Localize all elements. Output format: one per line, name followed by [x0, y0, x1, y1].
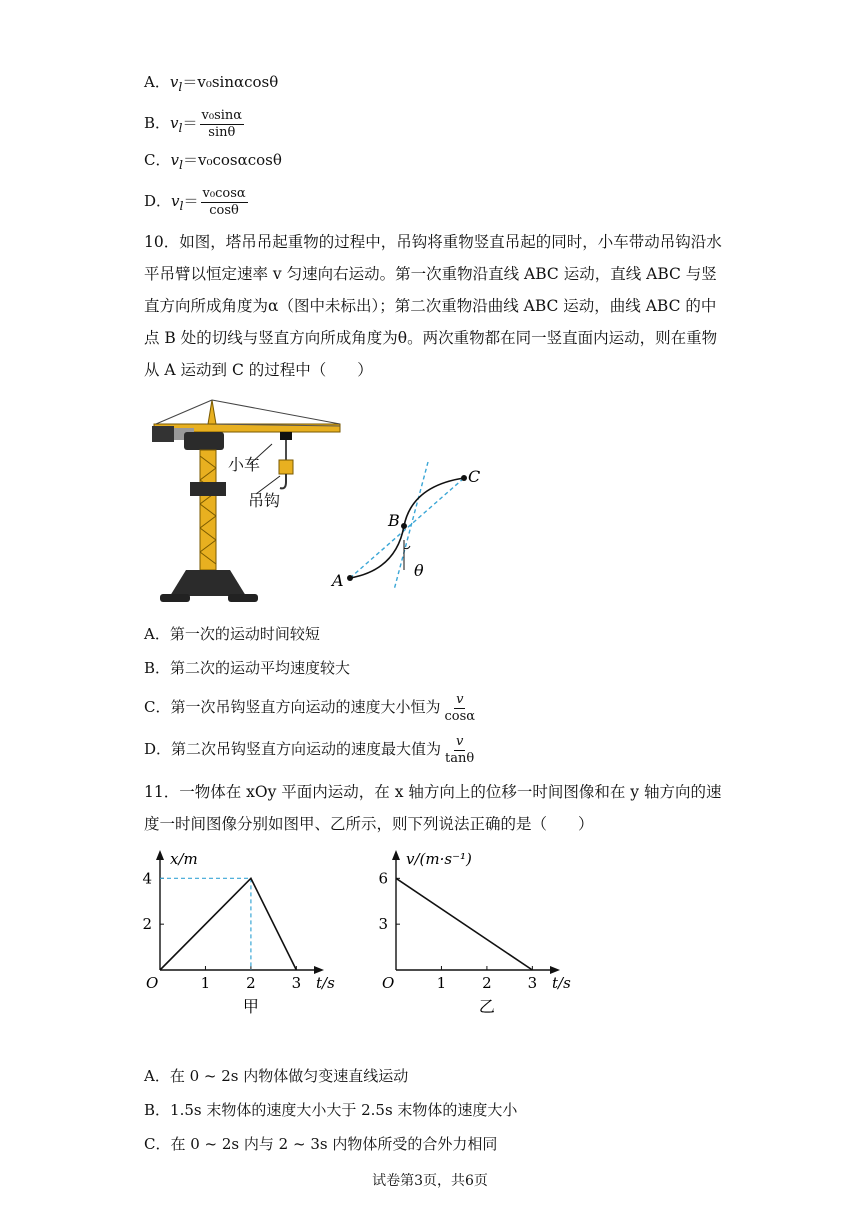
- option-label: B．: [144, 114, 171, 132]
- fraction-denominator: sinθ: [208, 124, 236, 140]
- chart-title: 乙: [478, 997, 495, 1016]
- q10-option-b: B．第二次的运动平均速度较大: [144, 659, 351, 677]
- q10-option-c: [144, 690, 477, 725]
- page-footer: 试卷第3页，共6页: [372, 1173, 488, 1189]
- chart-jia: [140, 846, 340, 1022]
- origin-label: O: [146, 974, 159, 992]
- trajectory-diagram: [326, 452, 496, 598]
- option-eq: ＝: [183, 192, 199, 210]
- x-tick-label: 3: [527, 974, 538, 992]
- x-tick-label: 1: [200, 974, 211, 992]
- option-var: v: [170, 151, 179, 169]
- option-sub: l: [178, 157, 183, 172]
- y-tick-label: 6: [378, 869, 388, 888]
- x-tick-label: 2: [246, 974, 256, 992]
- option-expr: v₀sinαcosθ: [197, 73, 279, 91]
- car-label: 小车: [228, 455, 261, 474]
- fraction-denominator: cosα: [444, 708, 476, 724]
- x-axis-label: t/s: [552, 974, 571, 992]
- fraction: [200, 108, 245, 141]
- q10-option-a: A．第一次的运动时间较短: [144, 625, 320, 643]
- q9-option-c: [144, 150, 282, 175]
- option-label: A．: [144, 73, 170, 91]
- option-sub: l: [179, 198, 184, 213]
- y-tick-label: 2: [142, 915, 152, 934]
- option-label: C．: [144, 151, 171, 169]
- point-b: [401, 523, 407, 529]
- x-tick-label: 2: [482, 974, 492, 992]
- option-text: C．第一次吊钩竖直方向运动的速度大小恒为: [144, 698, 441, 716]
- data-line: [160, 878, 296, 970]
- x-axis-arrow: [314, 966, 324, 974]
- fraction-numerator: v₀sinα: [201, 107, 243, 123]
- q9-option-d: [144, 184, 248, 223]
- label-theta: θ: [414, 561, 424, 580]
- fraction: [442, 692, 477, 725]
- option-var: v: [170, 114, 179, 132]
- option-var: v: [169, 73, 179, 91]
- crane-illustration: [146, 396, 346, 610]
- label-b: B: [388, 511, 400, 530]
- hook-label: 吊钩: [248, 491, 281, 510]
- chart-title: 甲: [242, 997, 259, 1016]
- y-tick-label: 4: [142, 869, 152, 888]
- option-sub: l: [178, 79, 183, 94]
- fraction: [201, 186, 248, 219]
- q9-option-a: [144, 72, 278, 97]
- fraction-numerator: v: [456, 691, 464, 707]
- y-axis-label: x/m: [170, 850, 198, 868]
- fraction-denominator: cosθ: [209, 202, 239, 218]
- option-var: v: [171, 192, 180, 210]
- x-axis-arrow: [550, 966, 560, 974]
- crane-icon: [152, 400, 340, 602]
- label-c: C: [468, 467, 481, 486]
- fraction-denominator: tanθ: [445, 750, 475, 766]
- straight-line-abc: [350, 478, 464, 578]
- x-tick-label: 3: [291, 974, 302, 992]
- q9-option-b: [144, 106, 244, 145]
- fraction-numerator: v₀cosα: [202, 185, 246, 201]
- q11-option-c: C．在 0 ~ 2s 内与 2 ~ 3s 内物体所受的合外力相同: [144, 1135, 498, 1153]
- option-eq: ＝: [182, 151, 198, 169]
- option-sub: l: [178, 120, 183, 135]
- point-a: [347, 575, 353, 581]
- point-c: [461, 475, 467, 481]
- origin-label: O: [382, 974, 395, 992]
- option-label: D．: [144, 192, 172, 210]
- chart-yi: [376, 846, 576, 1022]
- x-tick-label: 1: [436, 974, 447, 992]
- y-axis-arrow: [392, 850, 400, 860]
- q11-stem: 11．一物体在 xOy 平面内运动，在 x 轴方向上的位移一时间图像和在 y 轴方向的速度一时间图像分别如图甲、乙所示，则下列说法正确的是（ ）: [144, 783, 722, 833]
- fraction: [443, 734, 476, 767]
- fraction-numerator: v: [455, 733, 464, 749]
- q10-stem: 10．如图，塔吊吊起重物的过程中，吊钩将重物竖直吊起的同时，小车带动吊钩沿水平吊臂以恒定速率 v 匀速向右运动。第一次重物沿直线 ABC 运动，直线 ABC 与竖直方向所成角度为α（图中未标出）；第二次重物沿曲线 ABC 运动，曲线 ABC 的中点 B 处的切线与竖直方向所成角度为θ。两次重物都在同一竖直面内运动，则在重物从 A 运动到 C 的过程中（ ）: [144, 233, 722, 379]
- label-a: A: [332, 571, 344, 590]
- q11-option-a: A．在 0 ~ 2s 内物体做匀变速直线运动: [144, 1067, 409, 1085]
- option-eq: ＝: [182, 73, 198, 91]
- q11-option-b: B．1.5s 末物体的速度大小大于 2.5s 末物体的速度大小: [144, 1101, 518, 1119]
- option-text: D．第二次吊钩竖直方向运动的速度最大值为: [144, 740, 442, 758]
- data-line: [396, 878, 532, 970]
- q10-option-d: [144, 732, 476, 767]
- y-tick-label: 3: [378, 915, 388, 934]
- y-axis-label: v/(m·s⁻¹): [406, 850, 472, 868]
- y-axis-arrow: [156, 850, 164, 860]
- option-expr: v₀cosαcosθ: [197, 151, 282, 169]
- option-eq: ＝: [182, 114, 198, 132]
- x-axis-label: t/s: [316, 974, 335, 992]
